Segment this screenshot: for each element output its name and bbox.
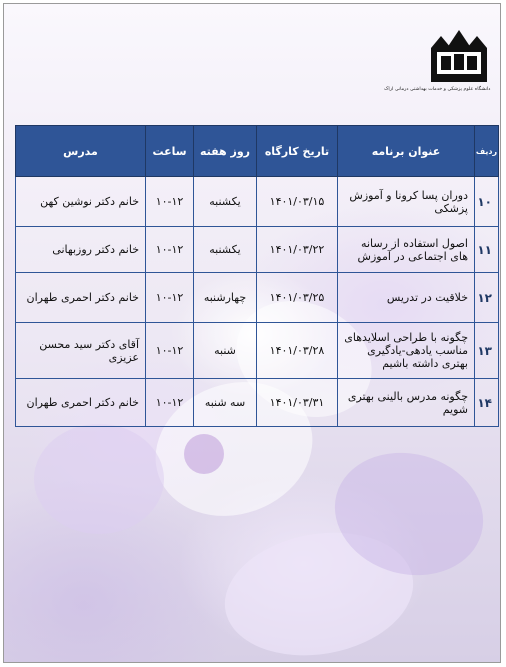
col-header-title: عنوان برنامه — [338, 126, 475, 177]
document-page — [3, 3, 501, 663]
table-row — [16, 227, 499, 273]
col-header-weekday: روز هفته — [194, 126, 257, 177]
col-header-row: ردیف — [475, 126, 499, 177]
instructor: خانم دکتر نوشین کهن — [16, 177, 146, 227]
table-row — [16, 323, 499, 379]
instructor: آقای دکتر سید محسن عزیزی — [16, 323, 146, 379]
row-number: ۱۴ — [475, 379, 499, 427]
table-header-row — [16, 126, 499, 177]
workshop-schedule-table — [15, 125, 499, 427]
table-row — [16, 273, 499, 323]
weekday: چهارشنبه — [194, 273, 257, 323]
instructor: خانم دکتر روزبهانی — [16, 227, 146, 273]
time-slot: ۱۰-۱۲ — [146, 273, 194, 323]
program-title: خلاقیت در تدریس — [338, 273, 475, 323]
university-crest-icon — [426, 28, 492, 84]
time-slot: ۱۰-۱۲ — [146, 323, 194, 379]
table-row — [16, 177, 499, 227]
program-title: چگونه با طراحی اسلایدهای مناسب یادهی-یادگیری بهتری داشته باشیم — [338, 323, 475, 379]
row-number: ۱۲ — [475, 273, 499, 323]
col-header-instructor: مدرس — [16, 126, 146, 177]
workshop-date: ۱۴۰۱/۰۳/۳۱ — [257, 379, 338, 427]
university-logo — [384, 28, 492, 92]
workshop-date: ۱۴۰۱/۰۳/۲۵ — [257, 273, 338, 323]
logo-caption: دانشگاه علوم پزشکی و خدمات بهداشتی درمانی اراک — [384, 86, 491, 92]
instructor: خانم دکتر احمری طهران — [16, 379, 146, 427]
time-slot: ۱۰-۱۲ — [146, 379, 194, 427]
row-number: ۱۱ — [475, 227, 499, 273]
blossom-petal — [34, 424, 164, 534]
weekday: یکشنبه — [194, 177, 257, 227]
workshop-date: ۱۴۰۱/۰۳/۲۲ — [257, 227, 338, 273]
program-title: دوران پسا کرونا و آموزش پزشکی — [338, 177, 475, 227]
col-header-date: تاریخ کارگاه — [257, 126, 338, 177]
workshop-date: ۱۴۰۱/۰۳/۱۵ — [257, 177, 338, 227]
blossom-center — [184, 434, 224, 474]
col-header-time: ساعت — [146, 126, 194, 177]
weekday: سه شنبه — [194, 379, 257, 427]
program-title: اصول استفاده از رسانه های اجتماعی در آموزش — [338, 227, 475, 273]
instructor: خانم دکتر احمری طهران — [16, 273, 146, 323]
weekday: شنبه — [194, 323, 257, 379]
workshop-date: ۱۴۰۱/۰۳/۲۸ — [257, 323, 338, 379]
time-slot: ۱۰-۱۲ — [146, 227, 194, 273]
row-number: ۱۰ — [475, 177, 499, 227]
time-slot: ۱۰-۱۲ — [146, 177, 194, 227]
table-row — [16, 379, 499, 427]
weekday: یکشنبه — [194, 227, 257, 273]
row-number: ۱۳ — [475, 323, 499, 379]
program-title: چگونه مدرس بالینی بهتری شویم — [338, 379, 475, 427]
